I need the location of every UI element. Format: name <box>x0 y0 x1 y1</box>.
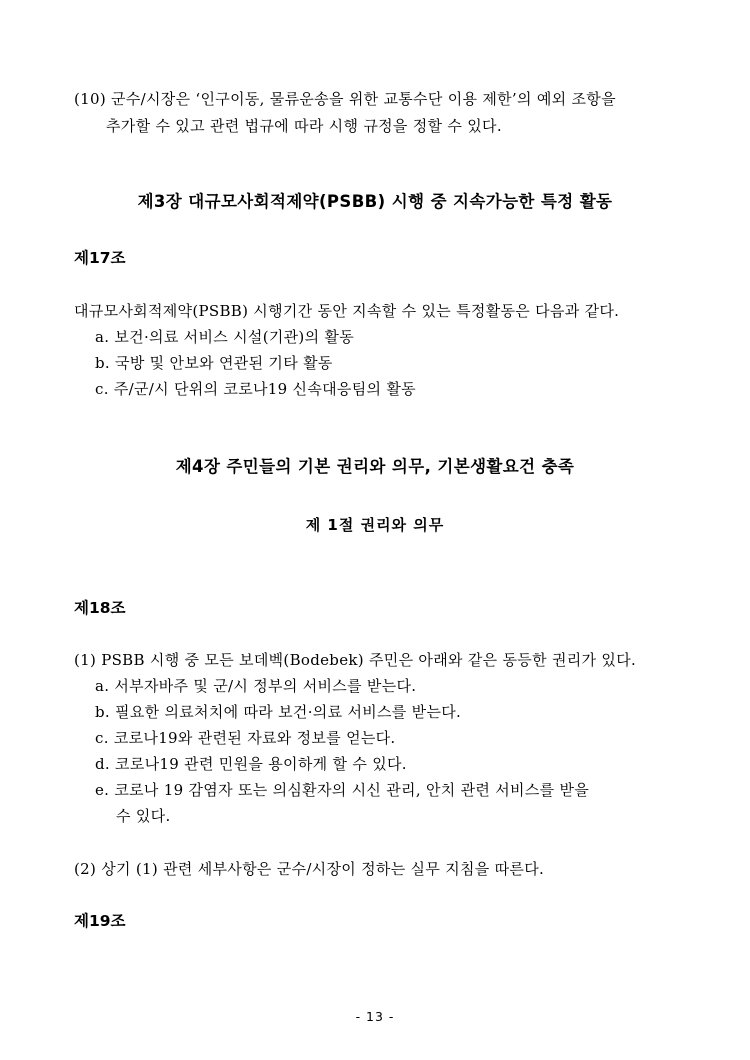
article17-item-b: b. 국방 및 안보와 연관된 기타 활동 <box>95 354 333 372</box>
article17-intro: 대규모사회적제약(PSBB) 시행기간 동안 지속할 수 있는 특정활동은 다음과 같다. <box>74 302 620 320</box>
article17-item-a: a. 보건·의료 서비스 시설(기관)의 활동 <box>95 328 355 346</box>
chapter3-title: 제3장 대규모사회적제약(PSBB) 시행 중 지속가능한 특정 활동 <box>137 192 613 211</box>
article19-heading: 제19조 <box>74 912 126 930</box>
chapter4-title: 제4장 주민들의 기본 권리와 의무, 기본생활요건 충족 <box>175 457 575 476</box>
article18-para1: (1) PSBB 시행 중 모든 보데벡(Bodebek) 주민은 아래와 같은 동등한 권리가 있다. <box>74 651 637 669</box>
article18-heading: 제18조 <box>74 599 126 617</box>
page-number: - 13 - <box>355 1009 395 1024</box>
article18-item-e-line1: e. 코로나 19 감염자 또는 의심환자의 시신 관리, 안치 관련 서비스를 받을 <box>95 781 590 799</box>
article18-item-d: d. 코로나19 관련 민원을 용이하게 할 수 있다. <box>95 755 407 773</box>
article16-para10-line2: 추가할 수 있고 관련 법규에 따라 시행 규정을 정할 수 있다. <box>106 117 502 135</box>
article18-item-b: b. 필요한 의료처치에 따라 보건·의료 서비스를 받는다. <box>95 703 462 721</box>
article18-para2: (2) 상기 (1) 관련 세부사항은 군수/시장이 정하는 실무 지침을 따른다. <box>74 860 545 878</box>
article18-item-a: a. 서부자바주 및 군/시 정부의 서비스를 받는다. <box>95 677 417 695</box>
article18-item-e-line2: 수 있다. <box>116 807 171 825</box>
article18-item-c: c. 코로나19와 관련된 자료와 정보를 얻는다. <box>95 729 396 747</box>
article16-para10-line1: (10) 군수/시장은 ‘인구이동, 물류운송을 위한 교통수단 이용 제한’의 예외 조항을 <box>74 90 616 108</box>
article17-heading: 제17조 <box>74 249 126 267</box>
article17-item-c: c. 주/군/시 단위의 코로나19 신속대응팀의 활동 <box>95 380 416 398</box>
chapter4-section1-title: 제 1절 권리와 의무 <box>305 516 445 534</box>
